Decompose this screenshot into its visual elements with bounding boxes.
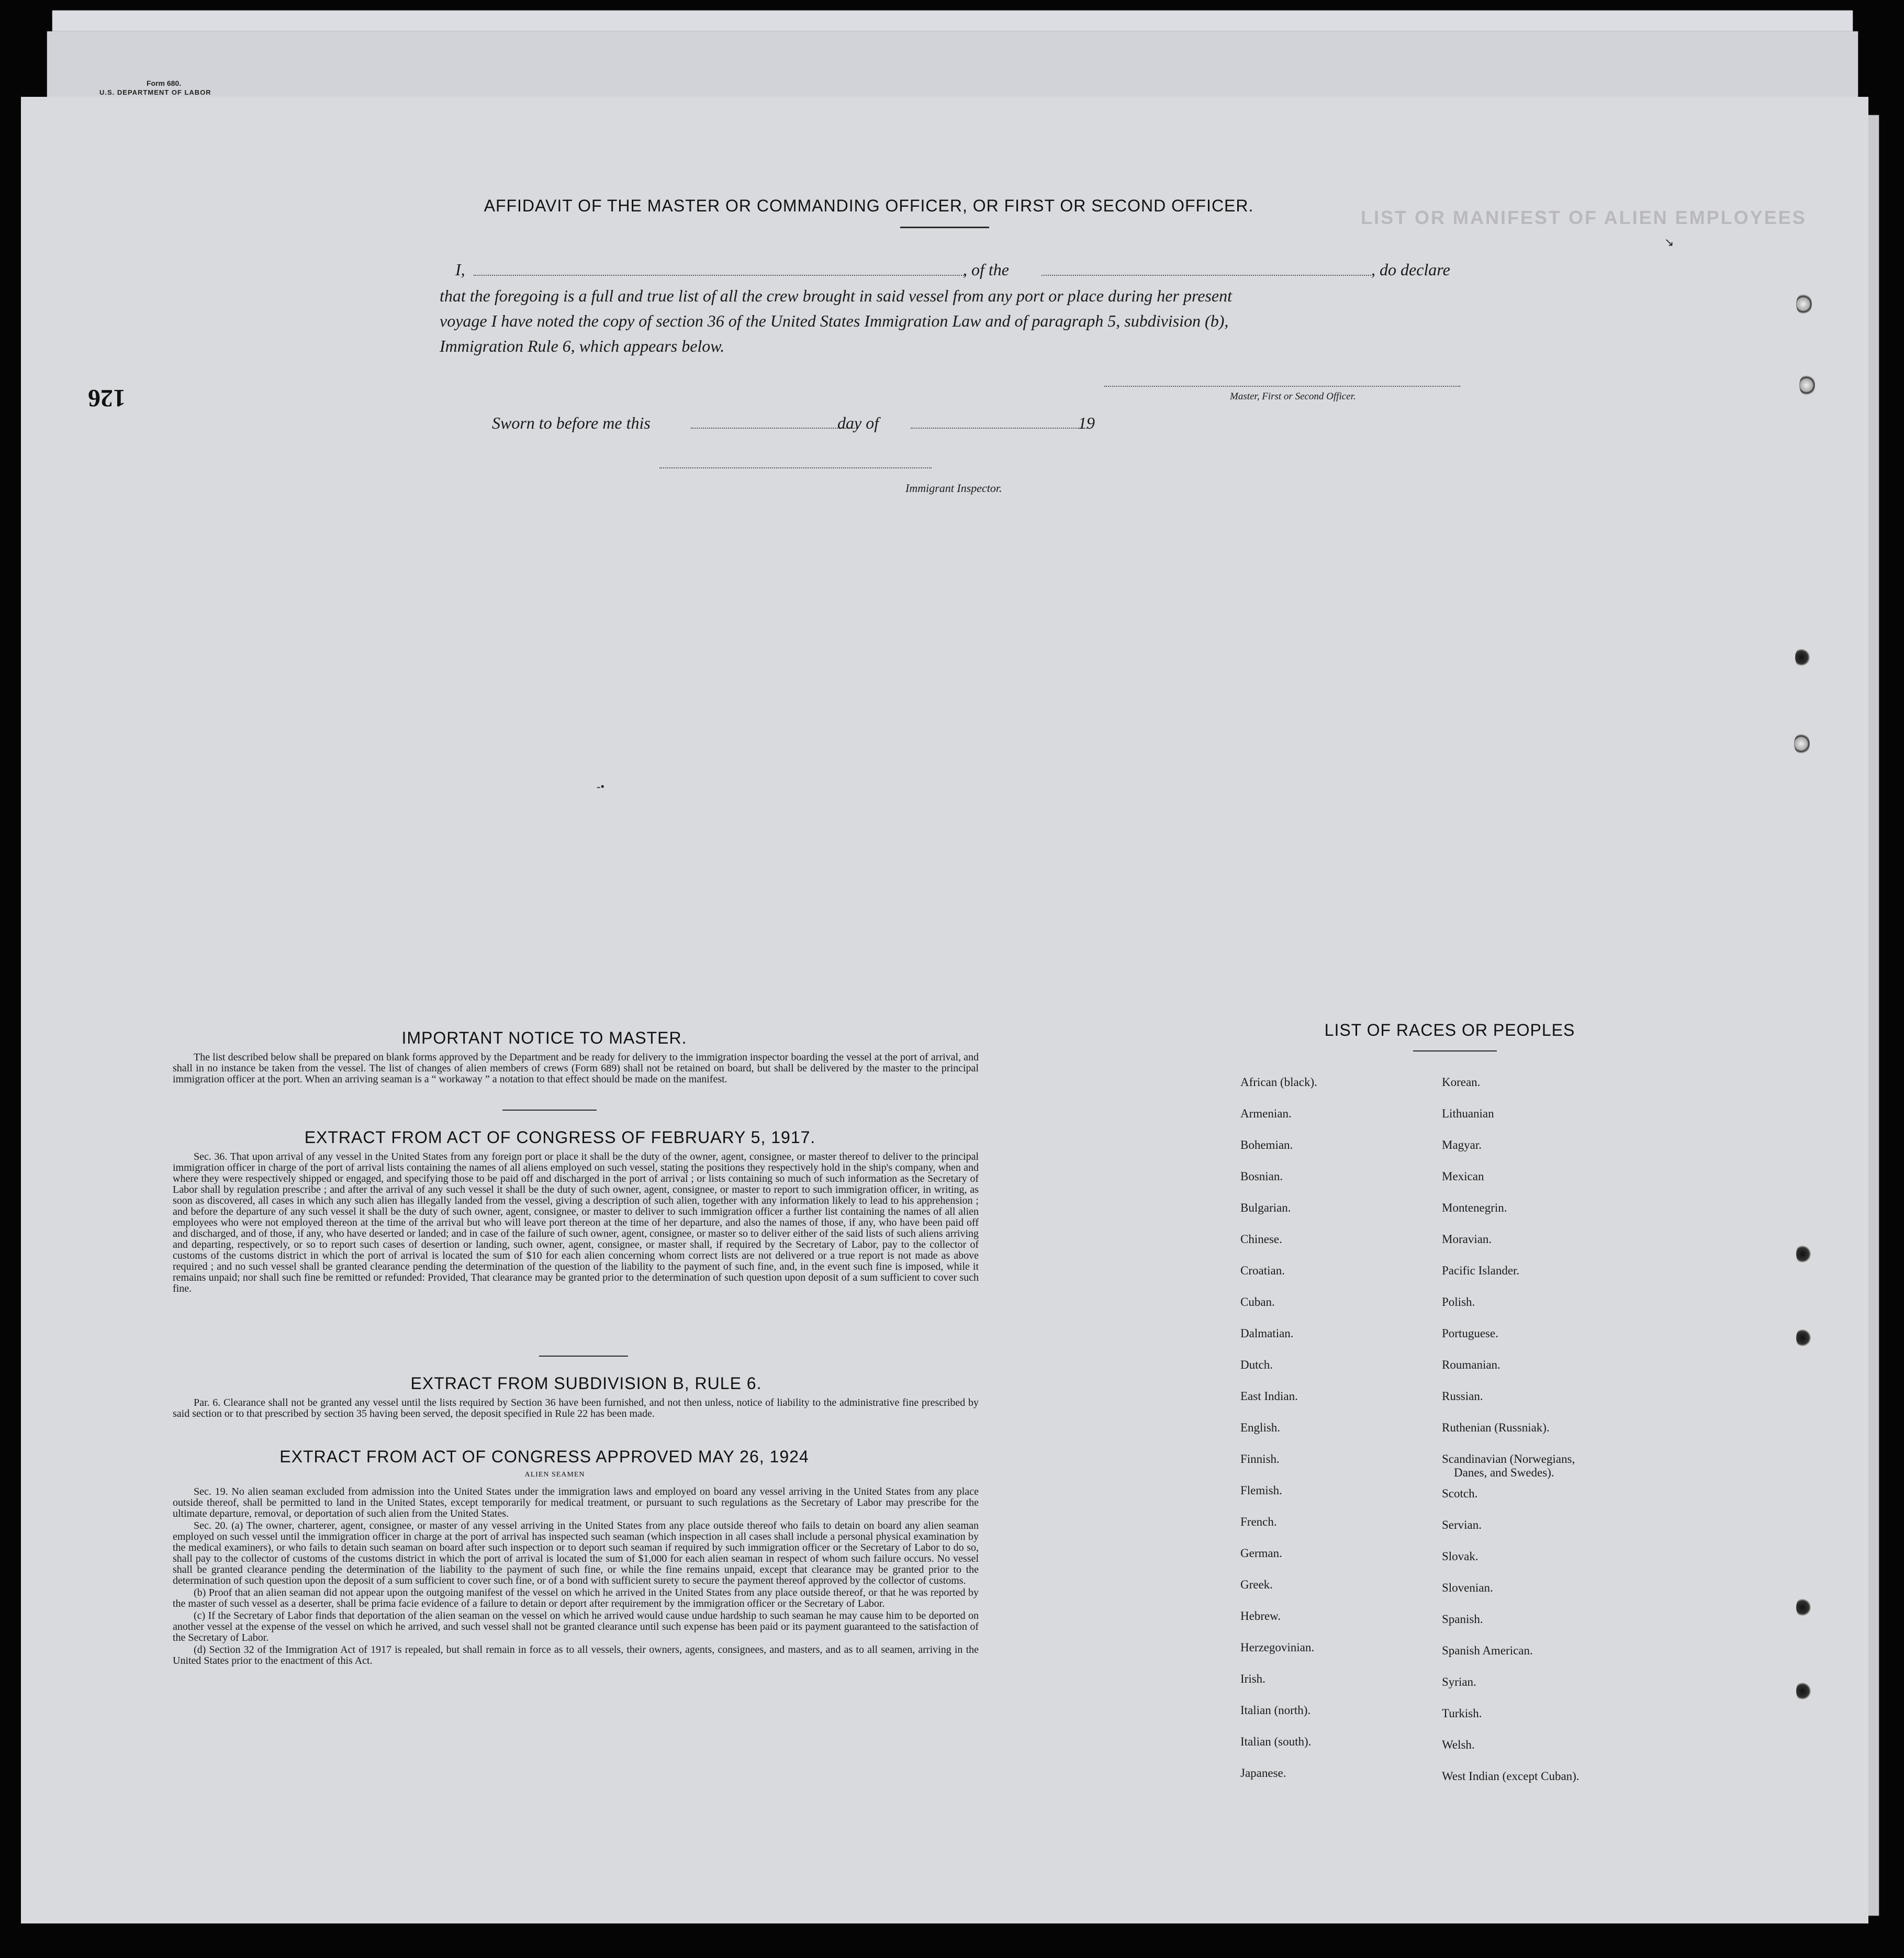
- back-sheet-2: [47, 31, 1858, 105]
- extract1924-body: [173, 1486, 979, 1668]
- form-department: U.S. DEPARTMENT OF LABOR: [99, 88, 211, 96]
- punch-hole: [1796, 1680, 1812, 1702]
- vessel-blank: [1041, 275, 1371, 276]
- race-item: Bohemian.: [1240, 1138, 1293, 1151]
- extract1924-sec20b: (b) Proof that an alien seaman did not appear upon the outgoing manifest of the vessel on which he arrived in the United States from any place outside thereof, or that he was reported by the master of such vessel as a deserter, shall be prima facie evidence of a failure to detain or deport after requirement by the immigration officer or the Secretary of Labor.: [173, 1587, 979, 1609]
- race-item: Pacific Islander.: [1442, 1264, 1520, 1277]
- race-item: West Indian (except Cuban).: [1442, 1770, 1580, 1783]
- race-item: French.: [1240, 1515, 1277, 1528]
- race-item: Chinese.: [1240, 1233, 1282, 1246]
- race-item: Slovenian.: [1442, 1581, 1493, 1594]
- notice-title: IMPORTANT NOTICE TO MASTER.: [401, 1028, 687, 1047]
- form-number: Form 680.: [147, 79, 182, 87]
- race-item: Syrian.: [1442, 1675, 1476, 1688]
- inspector-blank: [659, 467, 932, 468]
- race-item: Moravian.: [1442, 1233, 1492, 1246]
- race-item: Magyar.: [1442, 1138, 1482, 1151]
- race-item: Slovak.: [1442, 1550, 1479, 1563]
- race-item: Welsh.: [1442, 1738, 1475, 1751]
- race-item: East Indian.: [1240, 1390, 1298, 1403]
- affidavit-line3: voyage I have noted the copy of section 36 of the United States Immigration Law and of paragraph 5, subdivision (b),: [440, 311, 1229, 330]
- race-item: English.: [1240, 1421, 1281, 1434]
- race-item: Dalmatian.: [1240, 1327, 1294, 1340]
- sworn-day-label: day of: [837, 413, 879, 432]
- extract1924-sec20d: (d) Section 32 of the Immigration Act of 1917 is repealed, but shall remain in force as to all vessels, their owners, agents, consignees, and masters, and as to all seamen, arriving in the United States prior to the enactment of this Act.: [173, 1644, 979, 1666]
- inspector-label: Immigrant Inspector.: [905, 482, 1002, 495]
- race-item: Hebrew.: [1240, 1609, 1281, 1623]
- race-item: Flemish.: [1240, 1484, 1282, 1497]
- race-item: Finnish.: [1240, 1452, 1280, 1465]
- signature-label: Master, First or Second Officer.: [1230, 391, 1356, 402]
- races-rule: [1413, 1050, 1497, 1051]
- race-item: Spanish American.: [1442, 1644, 1533, 1657]
- race-item: Japanese.: [1240, 1766, 1286, 1780]
- signature-blank: [1104, 386, 1460, 387]
- race-item: Italian (north).: [1240, 1704, 1311, 1717]
- race-item: Lithuanian: [1442, 1107, 1494, 1120]
- race-item: Scotch.: [1442, 1487, 1478, 1500]
- race-item: Korean.: [1442, 1076, 1481, 1089]
- punch-hole: [1795, 646, 1811, 668]
- race-item: Irish.: [1240, 1672, 1265, 1685]
- rule6-text: Par. 6. Clearance shall not be granted any vessel until the lists required by Section 36 have been furnished, and not then unless, notice of liability to the administrative fine prescribed by said section or to that prescribed by section 35 having been served, the deposit specified in Rule 22 has been made.: [173, 1397, 979, 1419]
- affidavit-line1-end: , do declare: [1371, 260, 1450, 279]
- race-item: Bulgarian.: [1240, 1201, 1291, 1214]
- extract1924-title: EXTRACT FROM ACT OF CONGRESS APPROVED MAY 26, 1924: [279, 1447, 809, 1466]
- race-item: Croatian.: [1240, 1264, 1285, 1277]
- affidavit-title-rule: [900, 227, 989, 228]
- stray-mark: ↘: [1664, 236, 1674, 249]
- affidavit-line4: Immigration Rule 6, which appears below.: [440, 337, 725, 355]
- race-item: German.: [1240, 1547, 1282, 1560]
- document-page: [21, 97, 1868, 1923]
- punch-hole: [1796, 1596, 1812, 1618]
- race-item: Turkish.: [1442, 1707, 1482, 1720]
- race-item: Servian.: [1442, 1518, 1482, 1531]
- extract1917-title: EXTRACT FROM ACT OF CONGRESS OF FEBRUARY 5, 1917.: [304, 1128, 816, 1147]
- extract1924-subtitle: ALIEN SEAMEN: [524, 1471, 585, 1479]
- rule6-title: EXTRACT FROM SUBDIVISION B, RULE 6.: [410, 1374, 762, 1393]
- race-item: Italian (south).: [1240, 1735, 1312, 1748]
- race-item: Dutch.: [1240, 1358, 1273, 1371]
- race-item: Herzegovinian.: [1240, 1641, 1315, 1654]
- affidavit-title: AFFIDAVIT OF THE MASTER OR COMMANDING OFFICER, OR FIRST OR SECOND OFFICER.: [484, 196, 1254, 215]
- punch-hole: [1796, 1243, 1812, 1265]
- race-item: Greek.: [1240, 1578, 1273, 1591]
- extract1917-text: Sec. 36. That upon arrival of any vessel in the United States from any foreign port or place it shall be the duty of the owner, agent, consignee, or master thereof to deliver to the principal immigration officer in charge of the port of arrival lists containing the names of all aliens employed on such vessel, stating the positions they respectively hold in the ship's company, when and where they were respectively shipped or engaged, and specifying those to be paid off and discharged in the port of arrival ; or lists containing so much of such information as the Secretary of Labor shall by regulation prescribe ; and after the arrival of any such vessel it shall be the duty of such owner, agent, consignee, or master to report to such immigration officer, in writing, as soon as discovered, all cases in which any such alien has illegally landed from the vessel, giving a description of such alien, together with any information likely to lead to his apprehension ; and before the departure of any such vessel it shall be the duty of such owner, agent, consignee, or master to deliver to such immigration officer a further list containing the names of all alien employees who were not employed thereon at the time of the arrival but who will leave port thereon at the time of her departure, and also the names of those, if any, who have been paid off and discharged, and of those, if any, who have deserted or landed; and in case of the failure of such owner, agent, consignee, or master so to deliver either of the said lists of such aliens arriving and departing, respectively, or so to report such cases of desertion or landing, such owner, agent, consignee, or master shall, if required by the Secretary of Labor, pay to the collector of customs of the customs district in which the port of arrival is located the sum of $10 for each alien concerning whom correct lists are not delivered or a true report is not made as above required ; and no such vessel shall be granted clearance pending the determination of the question of the liability to the payment of such fine, and, in the event such fine is imposed, while it remains unpaid; nor shall such fine be remitted or refunded: Provided, That clearance may be granted prior to the determination of such question upon deposit of a sum sufficient to cover such fine.: [173, 1151, 979, 1294]
- race-item: Spanish.: [1442, 1613, 1483, 1626]
- race-item: Bosnian.: [1240, 1170, 1283, 1183]
- sworn-month-blank: [911, 428, 1089, 429]
- stray-mark: -•: [597, 780, 605, 793]
- punch-hole: [1794, 733, 1810, 755]
- race-item: Cuban.: [1240, 1295, 1275, 1308]
- side-number: 126: [88, 384, 126, 412]
- notice-text: The list described below shall be prepared on blank forms approved by the Department and be ready for delivery to the immigration inspector boarding the vessel at the port of arrival, and shall in no instance be taken from the vessel. The list of changes of alien members of crews (Form 689) shall not be retained on board, but shall be delivered by the master to the principal immigration officer at the port. When an arriving seaman is a “ workaway ” a notation to that effect should be made on the manifest.: [173, 1051, 979, 1085]
- races-right-column: [1442, 1076, 1580, 1801]
- affidavit-line2: that the foregoing is a full and true list of all the crew brought in said vessel from any port or place during her present: [440, 286, 1232, 305]
- sworn-prefix: Sworn to before me this: [492, 413, 651, 432]
- bleed-through-text: LIST OR MANIFEST OF ALIEN EMPLOYEES: [1361, 207, 1807, 228]
- affidavit-line1-start: I,: [455, 260, 465, 279]
- race-item: Montenegrin.: [1442, 1201, 1507, 1214]
- affidavit-line1-mid: , of the: [963, 260, 1009, 279]
- race-item: Polish.: [1442, 1295, 1475, 1308]
- extract1917-rule: [539, 1356, 628, 1357]
- sworn-year: 19: [1078, 413, 1095, 432]
- race-item: African (black).: [1240, 1076, 1317, 1089]
- race-item: Mexican: [1442, 1170, 1484, 1183]
- race-item: Russian.: [1442, 1390, 1483, 1403]
- notice-rule: [502, 1110, 597, 1111]
- race-item: Ruthenian (Russniak).: [1442, 1421, 1550, 1434]
- extract1924-sec20a: Sec. 20. (a) The owner, charterer, agent, consignee, or master of any vessel arriving in the United States from any place outside thereof who fails to detain on board any alien seaman employed on such vessel until the immigration officer in charge at the port of arrival has inspected such seaman (which inspection in all cases shall include a personal physical examination by the medical examiners), or who fails to detain such seaman on board after such inspection or to deport such seaman if required by such immigration officer or the Secretary of Labor to do so, shall pay to the collector of customs of the customs district in which the port of arrival is located the sum of $1,000 for each alien seaman in respect of whom such failure occurs. No vessel shall be granted clearance pending the determination of the liability to the payment of such fine, or while the fine remains unpaid, except that clearance may be granted prior to the determination of such question upon the deposit of a sum sufficient to cover such fine, or of a bond with sufficient surety to secure the payment thereof approved by the collector of customs.: [173, 1520, 979, 1586]
- extract1924-sec20c: (c) If the Secretary of Labor finds that deportation of the alien seaman on the vessel on which he arrived would cause undue hardship to such seaman he may cause him to be deported on another vessel at the expense of the vessel on which he arrived, and such vessel shall not be granted clearance until such expense has been paid or its payment guaranteed to the satisfaction of the Secretary of Labor.: [173, 1610, 979, 1643]
- punch-hole: [1796, 1327, 1812, 1349]
- race-item: Roumanian.: [1442, 1358, 1500, 1371]
- extract1924-sec19: Sec. 19. No alien seaman excluded from admission into the United States under the immigration laws and employed on board any vessel arriving in the United States from any place outside thereof, shall be permitted to land in the United States, except temporarily for medical treatment, or pursuant to such regulations as the Secretary of Labor may prescribe for the ultimate departure, removal, or deportation of such alien from the United States.: [173, 1486, 979, 1519]
- races-left-column: [1240, 1076, 1317, 1798]
- races-title: LIST OF RACES OR PEOPLES: [1324, 1021, 1575, 1039]
- race-item: Scandinavian (Norwegians, Danes, and Swedes).: [1442, 1452, 1575, 1479]
- name-blank: [474, 275, 966, 276]
- punch-hole: [1796, 293, 1812, 315]
- form-tab: [99, 79, 211, 97]
- punch-hole: [1799, 374, 1815, 396]
- race-item: Portuguese.: [1442, 1327, 1498, 1340]
- sworn-day-blank: [691, 428, 858, 429]
- race-item: Armenian.: [1240, 1107, 1292, 1120]
